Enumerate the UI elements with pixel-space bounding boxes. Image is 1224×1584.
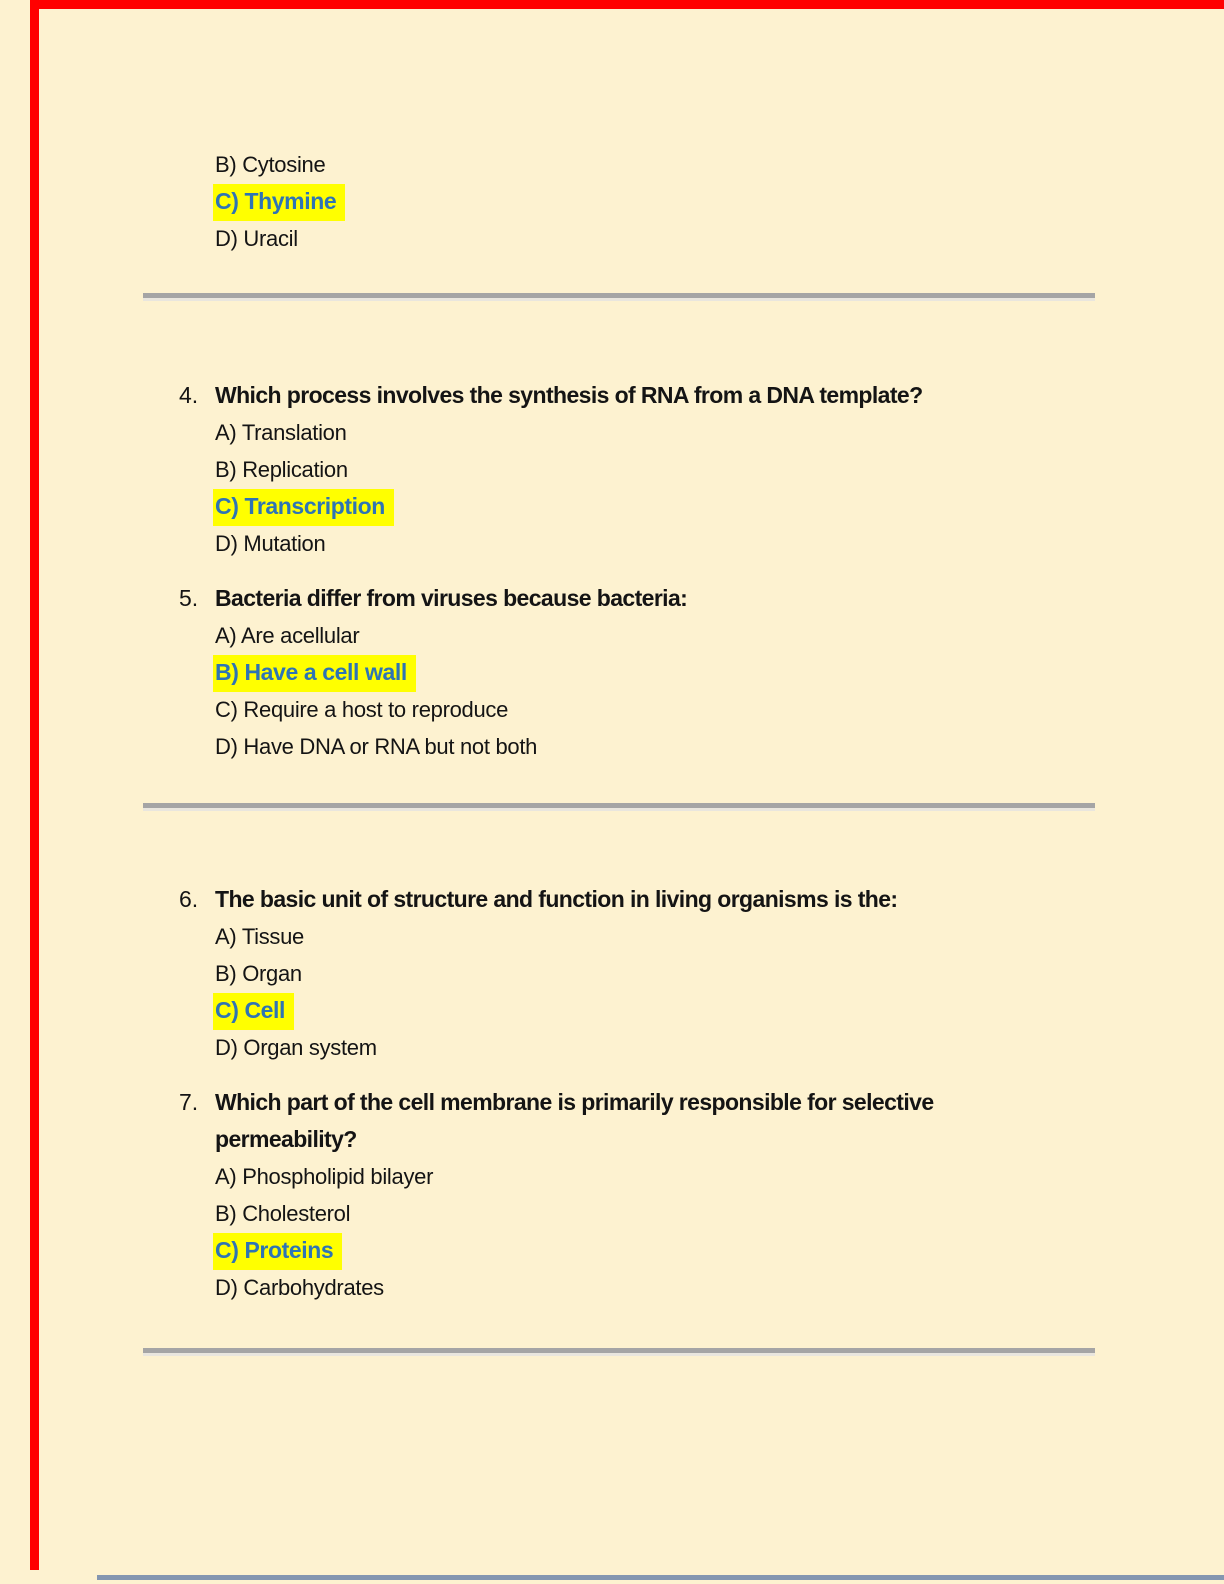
- page-left-red-border: [30, 0, 39, 1570]
- answer-option-label: C) Transcription: [213, 489, 394, 526]
- question-group-1: [143, 377, 1095, 765]
- answer-option: [215, 691, 1095, 728]
- answer-option-label: B) Have a cell wall: [213, 655, 416, 692]
- answer-option-label: D) Organ system: [215, 1035, 377, 1060]
- section-divider: [143, 293, 1095, 301]
- answer-option-label: B) Replication: [215, 457, 348, 482]
- answer-option-label: D) Have DNA or RNA but not both: [215, 734, 538, 759]
- answer-option: [215, 525, 1095, 562]
- answer-option: [215, 728, 1095, 765]
- answer-option: [215, 146, 1095, 183]
- highlighted-answer-option: [215, 992, 1095, 1029]
- answer-option-label: B) Cytosine: [215, 152, 326, 177]
- answer-option-label: B) Cholesterol: [215, 1201, 351, 1226]
- question-title-line: Which part of the cell membrane is primarily responsible for selective: [215, 1089, 934, 1115]
- question-block: [143, 580, 1095, 765]
- question-group-2: [143, 881, 1095, 1306]
- answer-option: [215, 1158, 1095, 1195]
- answer-option-label: B) Organ: [215, 961, 302, 986]
- question-title: [143, 881, 1095, 918]
- carryover-options: [143, 146, 1095, 257]
- highlighted-answer-option: [215, 488, 1095, 525]
- answer-option-label: D) Uracil: [215, 226, 298, 251]
- question-title: [143, 580, 1095, 617]
- question-number: 7.: [179, 1089, 199, 1115]
- answer-option-label: A) Translation: [215, 420, 347, 445]
- answer-option: [215, 1029, 1095, 1066]
- answer-option-label: C) Thymine: [213, 184, 345, 221]
- answer-option-label: C) Require a host to reproduce: [215, 697, 509, 722]
- highlighted-answer-option: [215, 1232, 1095, 1269]
- page-bottom-rule: [97, 1575, 1224, 1580]
- answer-option: [215, 451, 1095, 488]
- section-divider: [143, 1348, 1095, 1356]
- answer-option-label: D) Carbohydrates: [215, 1275, 384, 1300]
- question-title-line: The basic unit of structure and function in living organisms is the:: [215, 886, 898, 912]
- answer-option: [215, 220, 1095, 257]
- question-number: 6.: [179, 886, 199, 912]
- answer-option-label: C) Cell: [213, 993, 294, 1030]
- highlighted-answer-option: [215, 654, 1095, 691]
- highlighted-answer-option: [215, 183, 1095, 220]
- answer-option-label: C) Proteins: [213, 1233, 342, 1270]
- answer-option: [215, 617, 1095, 654]
- question-title: [143, 377, 1095, 414]
- answer-option: [215, 414, 1095, 451]
- question-number: 5.: [179, 585, 199, 611]
- question-block: [143, 881, 1095, 1066]
- answer-option-label: A) Tissue: [215, 924, 304, 949]
- answer-option: [215, 955, 1095, 992]
- question-block: [143, 377, 1095, 562]
- question-title: [143, 1084, 1095, 1158]
- answer-option: [215, 918, 1095, 955]
- answer-option: [215, 1269, 1095, 1306]
- question-block: [143, 1084, 1095, 1306]
- question-title-line: permeability?: [215, 1126, 357, 1152]
- page-top-red-border: [30, 0, 1224, 9]
- quiz-content: [143, 146, 1095, 1356]
- question-title-line: Which process involves the synthesis of RNA from a DNA template?: [215, 382, 923, 408]
- section-divider: [143, 803, 1095, 811]
- answer-option-label: D) Mutation: [215, 531, 326, 556]
- question-number: 4.: [179, 382, 199, 408]
- answer-option-label: A) Phospholipid bilayer: [215, 1164, 434, 1189]
- answer-option: [215, 1195, 1095, 1232]
- answer-option-label: A) Are acellular: [215, 623, 360, 648]
- question-title-line: Bacteria differ from viruses because bacteria:: [215, 585, 688, 611]
